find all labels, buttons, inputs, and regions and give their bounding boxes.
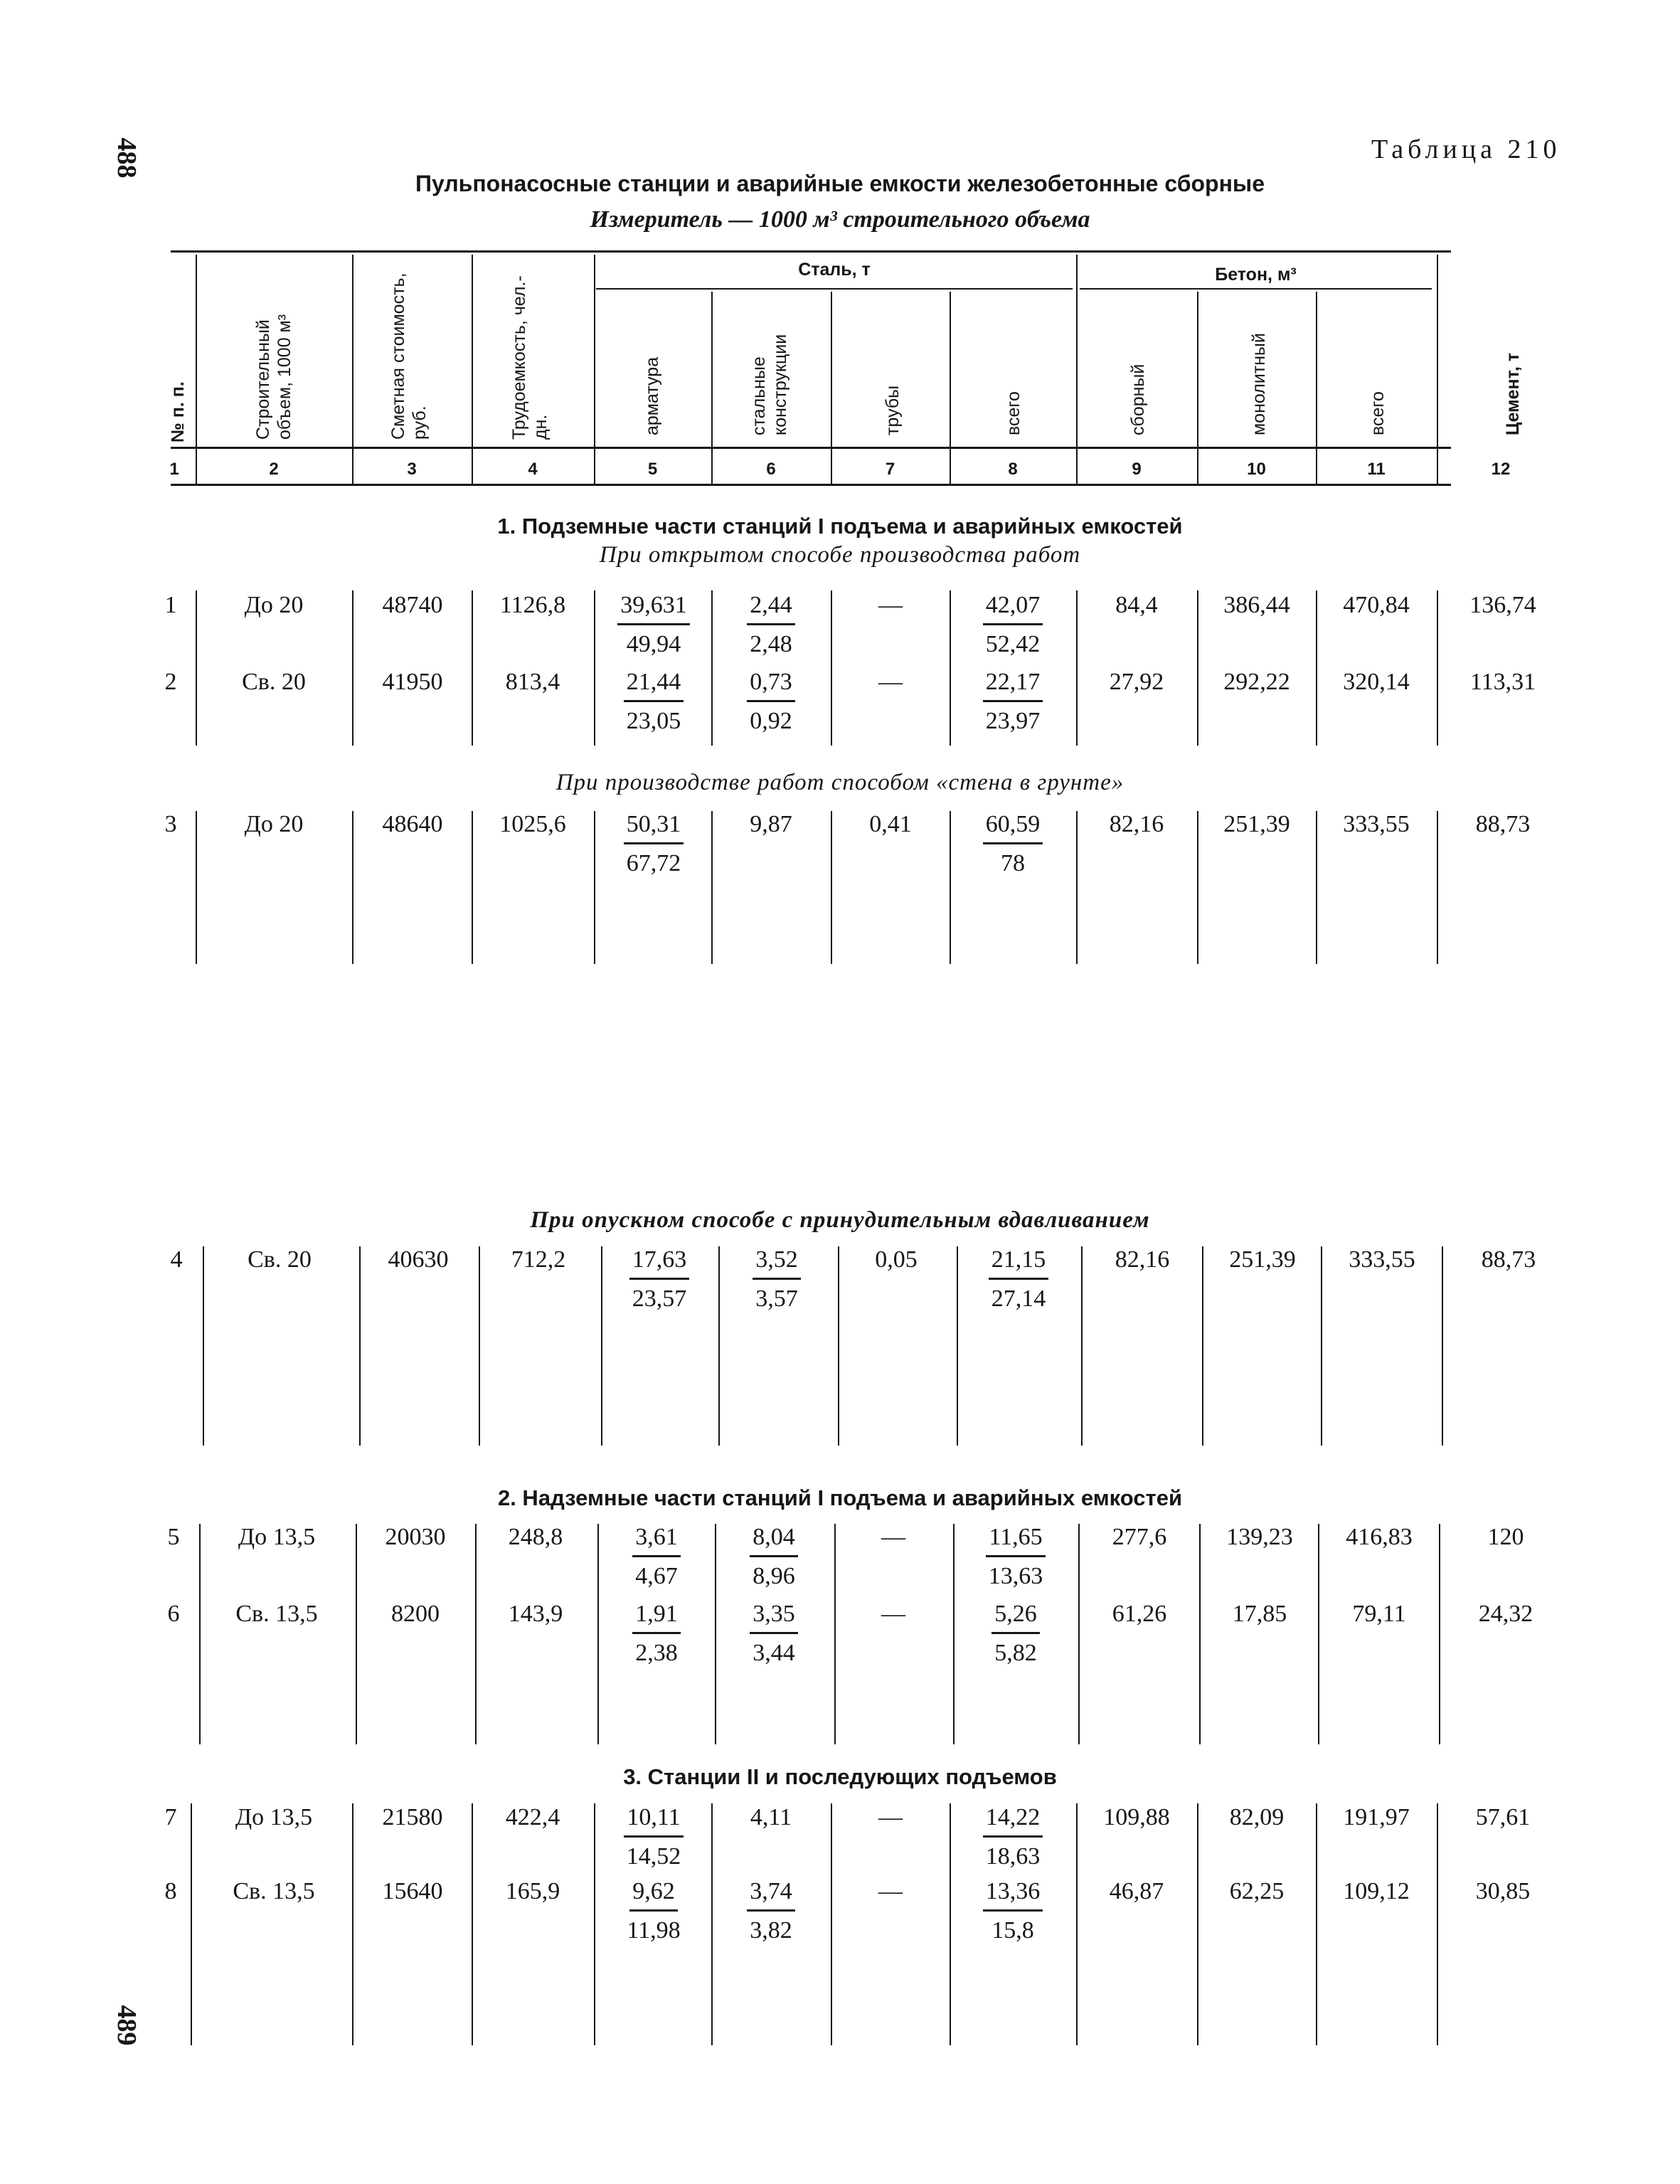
cell-steel <box>713 1804 829 1831</box>
cell-arm <box>599 1601 714 1667</box>
cell-cost: 15640 <box>382 1878 443 1904</box>
cell-arm <box>602 1246 717 1313</box>
numerator: 5,26 <box>991 1601 1040 1634</box>
col-number: 12 <box>1491 460 1511 479</box>
cell-cement: 88,73 <box>1475 811 1531 837</box>
cell-steel-total <box>955 1601 1077 1667</box>
numerator: 14,22 <box>983 1804 1043 1838</box>
cell-steel <box>716 1524 831 1590</box>
cell-steel-total <box>952 669 1074 735</box>
header-vline <box>196 255 197 484</box>
denominator: 14,52 <box>626 1843 681 1870</box>
cell-n: 4 <box>170 1246 183 1273</box>
col5-header: арматура <box>642 356 662 435</box>
cell-arm <box>596 1878 711 1944</box>
cell-cement: 136,74 <box>1469 592 1536 618</box>
cell-concrete-total: 79,11 <box>1352 1601 1406 1627</box>
cell-arm <box>596 669 711 735</box>
header-vline <box>711 292 713 484</box>
numerator: 1,91 <box>632 1601 681 1634</box>
cell-labor: 248,8 <box>508 1524 563 1550</box>
col11-header: всего <box>1368 391 1388 435</box>
steel-group-rule <box>596 288 1073 290</box>
cell-labor: 1025,6 <box>499 811 566 837</box>
numerator: 13,36 <box>983 1878 1043 1912</box>
numerator: 39,631 <box>617 592 690 625</box>
cell-cement: 30,85 <box>1475 1878 1531 1904</box>
cell-cost: 21580 <box>382 1804 443 1830</box>
denominator: 13,63 <box>988 1563 1043 1589</box>
cell-pipes: 0,41 <box>869 811 912 837</box>
cell-steel <box>713 1878 829 1944</box>
cell-monolith: 292,22 <box>1223 669 1290 695</box>
cell-monolith: 17,85 <box>1232 1601 1287 1627</box>
denominator: 23,97 <box>985 708 1041 734</box>
header-vline <box>831 292 832 484</box>
header-vline <box>1316 292 1317 484</box>
cell-concrete-total: 109,12 <box>1343 1878 1410 1904</box>
col8-header: всего <box>1004 391 1024 435</box>
denominator: 52,42 <box>985 631 1041 657</box>
cell-arm <box>596 811 711 877</box>
cell-steel <box>719 1246 834 1313</box>
cell-arm <box>599 1524 714 1590</box>
header-vline <box>594 255 595 484</box>
cell-steel <box>713 811 829 838</box>
numerator: 21,15 <box>989 1246 1049 1280</box>
header-vline <box>950 292 951 484</box>
cell-cost: 41950 <box>382 669 443 695</box>
denominator: 15,8 <box>991 1917 1034 1944</box>
numerator: 0,73 <box>747 669 795 702</box>
page-number-top: 488 <box>112 137 142 179</box>
denominator: 18,63 <box>985 1843 1041 1870</box>
cell-vol: Св. 13,5 <box>233 1878 315 1904</box>
denominator: 23,57 <box>632 1286 687 1312</box>
col-number: 10 <box>1247 460 1266 479</box>
col-number: 3 <box>407 460 417 479</box>
cell-cost: 8200 <box>391 1601 440 1627</box>
cell-n: 7 <box>164 1804 177 1830</box>
cell-concrete-total: 470,84 <box>1343 592 1410 618</box>
cell-labor: 165,9 <box>505 1878 560 1904</box>
section-heading: 2. Надземные части станций I подъема и аварийных емкостей <box>497 1485 1183 1510</box>
page-number-bottom: 489 <box>112 2005 142 2046</box>
cell-cost: 20030 <box>385 1524 446 1550</box>
cell-pipes: — <box>881 1601 905 1627</box>
table-measure: Измеритель — 1000 м³ строительного объема <box>590 206 1090 233</box>
cell-pipes: — <box>878 669 903 695</box>
numerator: 50,31 <box>624 811 684 844</box>
denominator: 0,92 <box>750 708 792 734</box>
col-number: 1 <box>169 460 179 479</box>
numerator: 10,11 <box>624 1804 683 1838</box>
numerator: 21,44 <box>624 669 684 702</box>
section-heading: 1. Подземные части станций I подъема и аварийных емкостей <box>497 514 1183 539</box>
cell-cement: 57,61 <box>1475 1804 1531 1830</box>
col9-header: сборный <box>1128 364 1148 435</box>
denominator: 23,05 <box>626 708 681 734</box>
steel-group-header: Сталь, т <box>798 260 871 280</box>
section-subheading: При производстве работ способом «стена в грунте» <box>555 770 1125 795</box>
cell-precast: 46,87 <box>1109 1878 1164 1904</box>
cell-labor: 1126,8 <box>499 592 566 618</box>
numerator: 3,52 <box>753 1246 801 1280</box>
numerator: 9,62 <box>629 1878 678 1912</box>
cell-steel <box>713 669 829 735</box>
section-subheading: При опускном способе с принудительным вдавливанием <box>530 1207 1150 1233</box>
col-number: 11 <box>1367 460 1386 479</box>
cell-labor: 143,9 <box>508 1601 563 1627</box>
cell-pipes: — <box>881 1524 905 1550</box>
cell-labor: 422,4 <box>505 1804 560 1830</box>
numerator: 60,59 <box>983 811 1043 844</box>
cell-precast: 109,88 <box>1103 1804 1170 1830</box>
numerator: 42,07 <box>983 592 1043 625</box>
cell-precast: 82,16 <box>1115 1246 1170 1273</box>
section-subheading: При открытом способе производства работ <box>599 542 1081 568</box>
cell-steel-total <box>952 811 1074 877</box>
cell-monolith: 251,39 <box>1223 811 1290 837</box>
denominator: 49,94 <box>626 631 681 657</box>
denominator: 27,14 <box>991 1286 1046 1312</box>
cell-vol: Св. 20 <box>248 1246 312 1273</box>
concrete-group-header: Бетон, м³ <box>1215 265 1297 285</box>
cell-labor: 813,4 <box>505 669 560 695</box>
cell-vol: До 13,5 <box>238 1524 316 1550</box>
cell-steel-total <box>952 592 1074 658</box>
header-vline <box>472 255 473 484</box>
col6-header: стальные конструкции <box>749 334 790 435</box>
col-number: 6 <box>766 460 776 479</box>
cell-steel-total <box>952 1804 1074 1870</box>
numerator: 3,61 <box>632 1524 681 1557</box>
cell-vol: До 13,5 <box>235 1804 313 1830</box>
cell-cement: 120 <box>1487 1524 1524 1550</box>
cell-steel-total <box>952 1878 1074 1944</box>
table-top-rule <box>171 250 1451 253</box>
cell-monolith: 82,09 <box>1229 1804 1285 1830</box>
cell-monolith: 139,23 <box>1226 1524 1293 1550</box>
denominator: 3,82 <box>750 1917 792 1944</box>
numerator: 11,65 <box>986 1524 1045 1557</box>
cell-monolith: 386,44 <box>1223 592 1290 618</box>
cell-cement: 24,32 <box>1478 1601 1533 1627</box>
cell-concrete-total: 333,55 <box>1349 1246 1415 1273</box>
col12-header: Цемент, т <box>1503 352 1523 435</box>
header-vline <box>1197 292 1198 484</box>
value: 9,87 <box>750 811 792 837</box>
cell-vol: Св. 13,5 <box>235 1601 318 1627</box>
colnum-bottom-rule <box>171 484 1451 486</box>
cell-precast: 82,16 <box>1109 811 1164 837</box>
cell-precast: 277,6 <box>1112 1524 1167 1550</box>
cell-steel-total <box>955 1524 1077 1590</box>
table-number: Таблица 210 <box>1371 134 1561 164</box>
denominator: 5,82 <box>994 1640 1037 1666</box>
col10-header: монолитный <box>1249 333 1269 435</box>
cell-pipes: — <box>878 1804 903 1830</box>
denominator: 3,44 <box>753 1640 795 1666</box>
denominator: 8,96 <box>753 1563 795 1589</box>
denominator: 2,48 <box>750 631 792 657</box>
cell-n: 6 <box>167 1601 180 1627</box>
cell-steel <box>716 1601 831 1667</box>
header-vline <box>1076 255 1078 484</box>
cell-precast: 61,26 <box>1112 1601 1167 1627</box>
col2-header: Строительный объем, 1000 м³ <box>253 314 294 440</box>
value: 4,11 <box>750 1804 792 1830</box>
cell-precast: 27,92 <box>1109 669 1164 695</box>
cell-steel <box>713 592 829 658</box>
cell-monolith: 62,25 <box>1229 1878 1285 1904</box>
denominator: 3,57 <box>755 1286 798 1312</box>
cell-cost: 48640 <box>382 811 443 837</box>
denominator: 4,67 <box>635 1563 678 1589</box>
cell-vol: До 20 <box>244 811 304 837</box>
cell-n: 2 <box>164 669 177 695</box>
cell-pipes: 0,05 <box>875 1246 918 1273</box>
denominator: 78 <box>1001 850 1025 876</box>
col7-header: трубы <box>883 385 903 435</box>
numerator: 3,35 <box>750 1601 798 1634</box>
cell-concrete-total: 191,97 <box>1343 1804 1410 1830</box>
denominator: 11,98 <box>627 1917 681 1944</box>
cell-arm <box>596 1804 711 1870</box>
cell-concrete-total: 320,14 <box>1343 669 1410 695</box>
header-vline <box>352 255 353 484</box>
header-vline <box>1437 255 1438 484</box>
col4-header: Трудоемкость, чел.-дн. <box>509 275 551 440</box>
col-number: 4 <box>528 460 538 479</box>
cell-cement: 88,73 <box>1481 1246 1536 1273</box>
numerator: 2,44 <box>747 592 795 625</box>
cell-vol: Св. 20 <box>242 669 306 695</box>
col-number: 8 <box>1008 460 1018 479</box>
numerator: 17,63 <box>629 1246 690 1280</box>
cell-steel-total <box>957 1246 1080 1313</box>
cell-pipes: — <box>878 592 903 618</box>
cell-concrete-total: 416,83 <box>1346 1524 1413 1550</box>
col-number: 7 <box>885 460 895 479</box>
cell-concrete-total: 333,55 <box>1343 811 1410 837</box>
cell-n: 1 <box>164 592 177 618</box>
cell-n: 3 <box>164 811 177 837</box>
cell-arm <box>596 592 711 658</box>
numerator: 22,17 <box>983 669 1043 702</box>
col-number: 5 <box>647 460 658 479</box>
cell-cost: 40630 <box>388 1246 449 1273</box>
cell-pipes: — <box>878 1878 903 1904</box>
table-title: Пульпонасосные станции и аварийные емкости железобетонные сборные <box>415 171 1265 196</box>
cell-precast: 84,4 <box>1115 592 1158 618</box>
denominator: 67,72 <box>626 850 681 876</box>
cell-cost: 48740 <box>382 592 443 618</box>
header-bottom-rule <box>171 447 1451 449</box>
cell-vol: До 20 <box>244 592 304 618</box>
cell-n: 8 <box>164 1878 177 1904</box>
denominator: 2,38 <box>635 1640 678 1666</box>
cell-n: 5 <box>167 1524 180 1550</box>
section-heading: 3. Станции II и последующих подъемов <box>623 1764 1057 1789</box>
cell-labor: 712,2 <box>511 1246 566 1273</box>
concrete-group-rule <box>1080 288 1432 290</box>
col-number: 9 <box>1132 460 1142 479</box>
cell-monolith: 251,39 <box>1229 1246 1296 1273</box>
numerator: 8,04 <box>750 1524 798 1557</box>
col1-header: № п. п. <box>168 381 188 442</box>
col3-header: Сметная стоимость, руб. <box>388 272 430 440</box>
numerator: 3,74 <box>747 1878 795 1912</box>
cell-cement: 113,31 <box>1469 669 1536 695</box>
col-number: 2 <box>269 460 279 479</box>
